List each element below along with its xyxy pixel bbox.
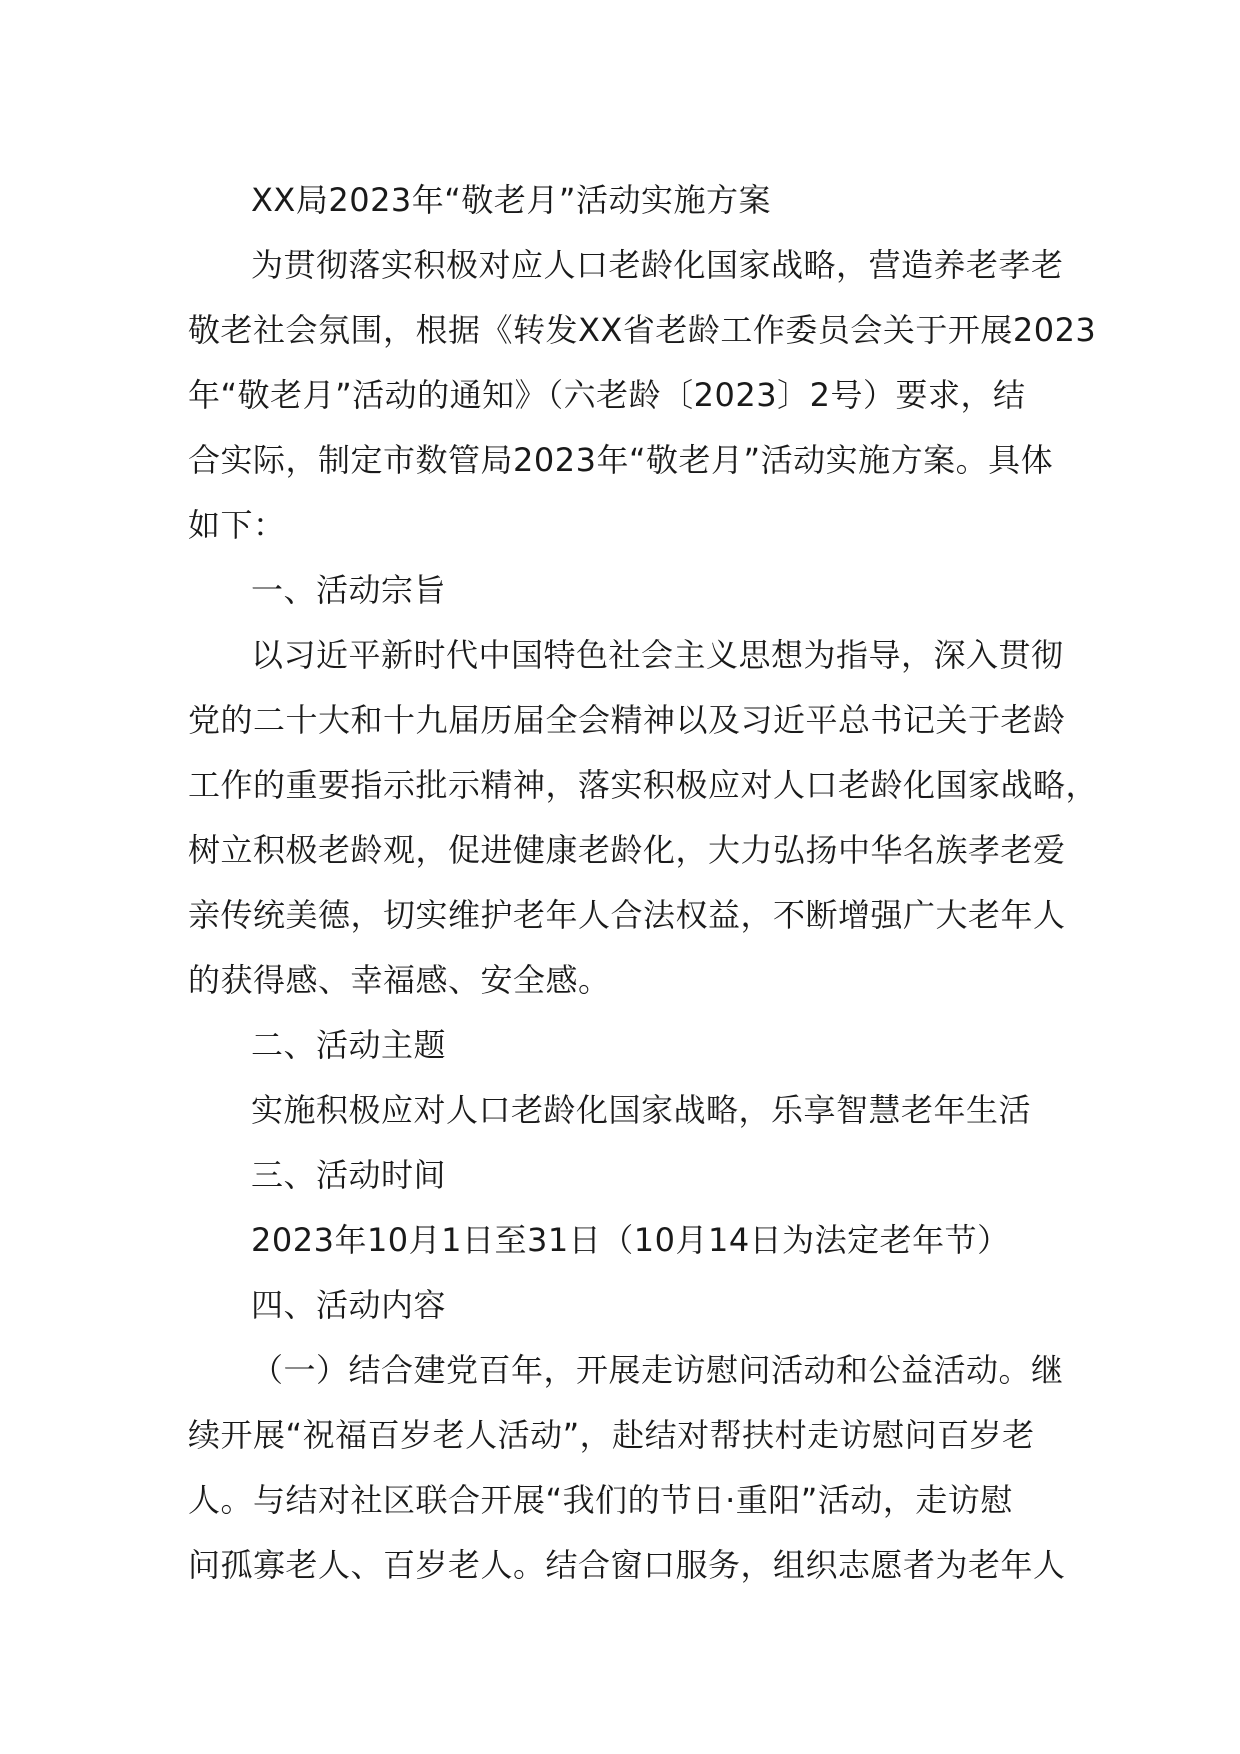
- intro-line: 为贯彻落实积极对应人口老龄化国家战略，营造养老孝老: [251, 246, 1064, 284]
- purpose-line: 亲传统美德，切实维护老年人合法权益，不断增强广大老年人: [188, 896, 1066, 934]
- section-heading-time: 三、活动时间: [251, 1156, 447, 1194]
- content-line: （一）结合建党百年，开展走访慰问活动和公益活动。继: [251, 1351, 1064, 1389]
- intro-line: 如下：: [188, 506, 286, 544]
- content-line: 续开展“祝福百岁老人活动”，赴结对帮扶村走访慰问百岁老: [188, 1416, 1035, 1454]
- document-page: [188, 168, 1099, 1598]
- time-line: 2023年10月1日至31日（10月14日为法定老年节）: [251, 1221, 1010, 1259]
- purpose-line: 党的二十大和十九届历届全会精神以及习近平总书记关于老龄: [188, 701, 1066, 739]
- purpose-line: 工作的重要指示批示精神，落实积极应对人口老龄化国家战略，: [188, 766, 1099, 804]
- intro-line: 年“敬老月”活动的通知》（六老龄〔2023〕2号）要求，结: [188, 376, 1026, 414]
- content-line: 问孤寡老人、百岁老人。结合窗口服务，组织志愿者为老年人: [188, 1546, 1066, 1584]
- content-line: 人。与结对社区联合开展“我们的节日·重阳”活动，走访慰: [188, 1481, 1013, 1519]
- document-title: XX局2023年“敬老月”活动实施方案: [251, 181, 771, 219]
- intro-line: 合实际，制定市数管局2023年“敬老月”活动实施方案。具体: [188, 441, 1054, 479]
- intro-line: 敬老社会氛围，根据《转发XX省老龄工作委员会关于开展2023: [188, 311, 1097, 349]
- purpose-line: 树立积极老龄观，促进健康老龄化，大力弘扬中华名族孝老爱: [188, 831, 1066, 869]
- section-heading-content: 四、活动内容: [251, 1286, 447, 1324]
- section-heading-purpose: 一、活动宗旨: [251, 571, 447, 609]
- purpose-line: 以习近平新时代中国特色社会主义思想为指导，深入贯彻: [251, 636, 1064, 674]
- theme-line: 实施积极应对人口老龄化国家战略，乐享智慧老年生活: [251, 1091, 1032, 1129]
- purpose-line: 的获得感、幸福感、安全感。: [188, 961, 611, 999]
- section-heading-theme: 二、活动主题: [251, 1026, 447, 1064]
